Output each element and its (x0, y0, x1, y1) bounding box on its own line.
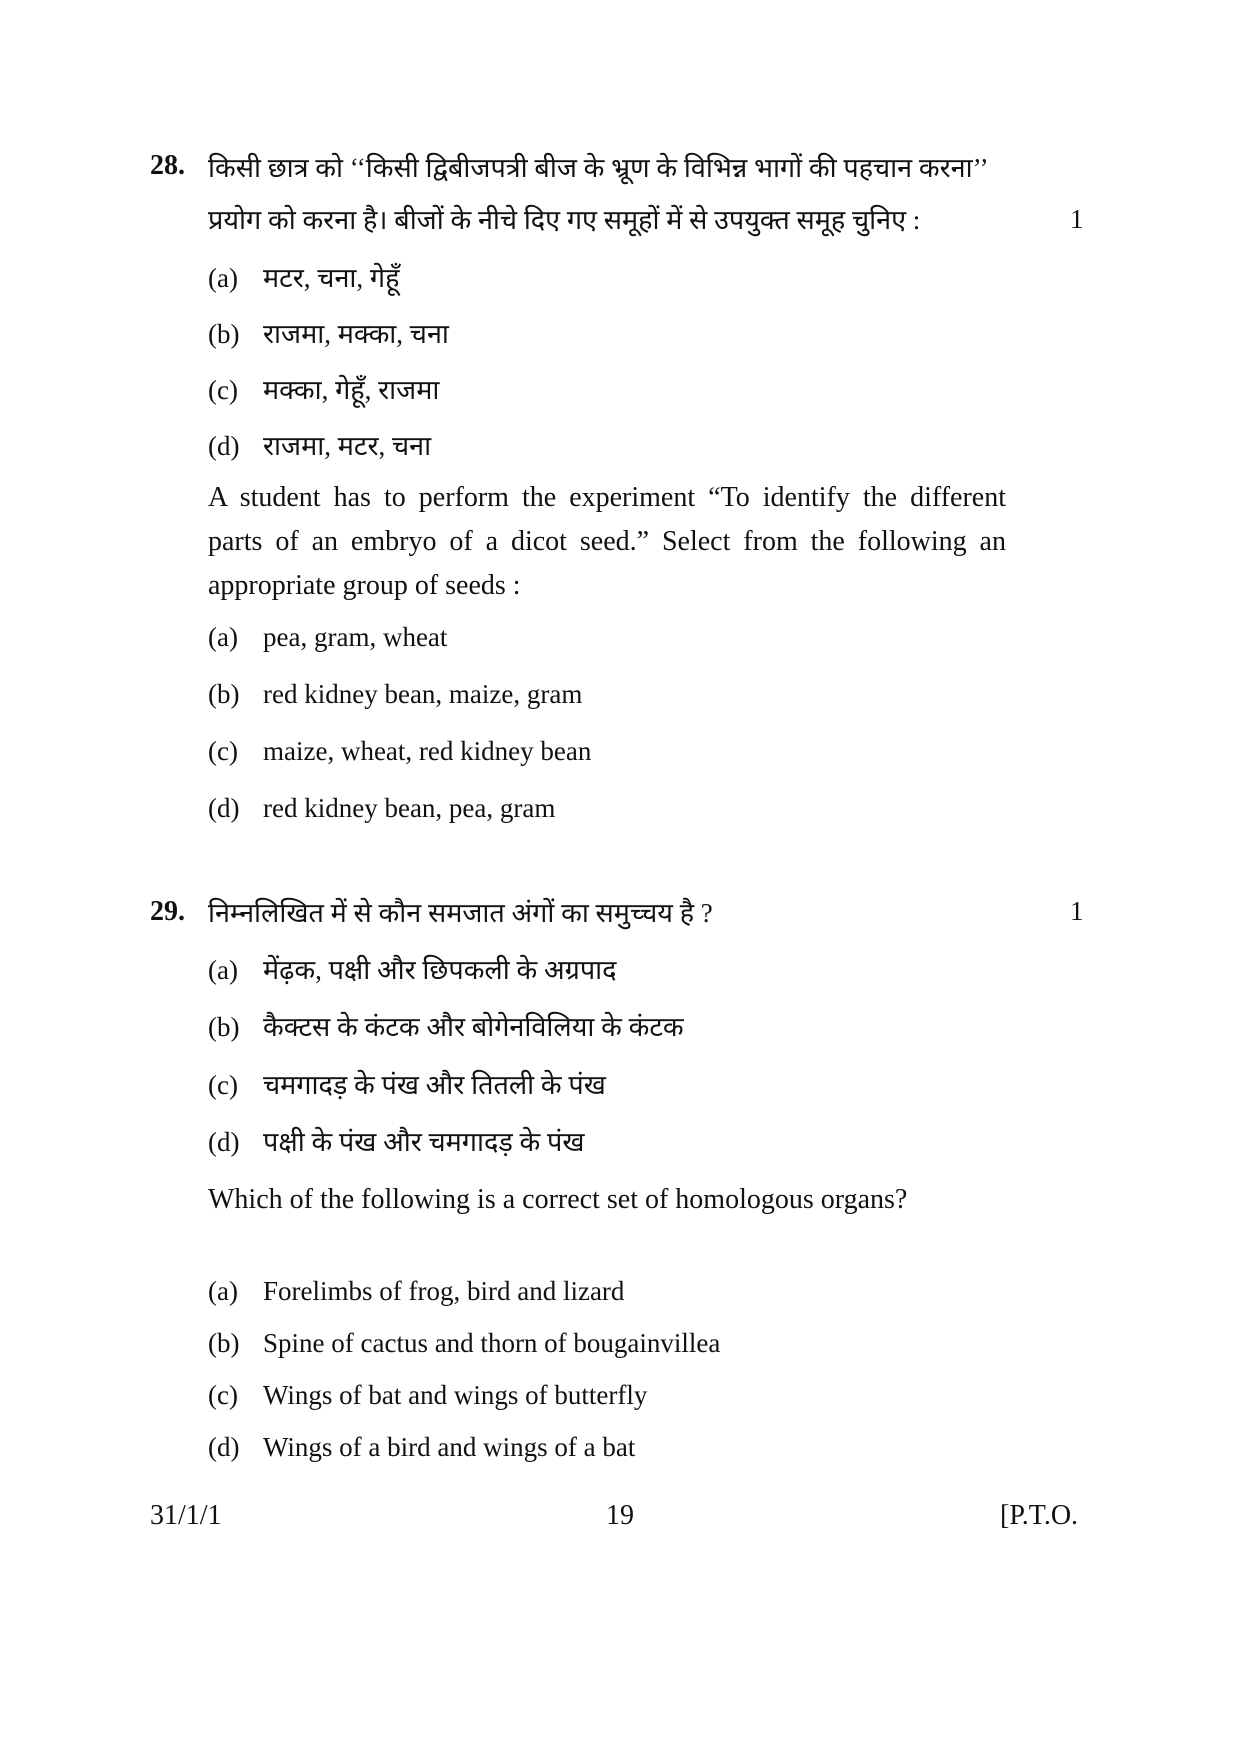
option-label: (d) (208, 431, 240, 461)
question-28-hindi-line2: प्रयोग को करना है। बीजों के नीचे दिए गए समूहों में से उपयुक्त समूह चुनिए : (208, 205, 921, 235)
q28-hindi-option-d (208, 426, 431, 463)
please-turn-over: [P.T.O. (1000, 1500, 1079, 1531)
option-text: राजमा, मक्का, चना (263, 319, 449, 349)
option-label: (d) (208, 1127, 240, 1157)
q28-hindi-option-a (208, 258, 399, 295)
option-text: pea, gram, wheat (263, 622, 448, 652)
question-29-english-text: Which of the following is a correct set of homologous organs? (208, 1184, 908, 1215)
q28-english-option-b (208, 679, 582, 710)
option-label: (c) (208, 1070, 238, 1100)
q29-hindi-option-b (208, 1007, 684, 1044)
q29-english-option-c (208, 1380, 647, 1411)
option-text: कैक्टस के कंटक और बोगेनविलिया के कंटक (263, 1012, 684, 1042)
option-text: Wings of bat and wings of butterfly (263, 1380, 648, 1410)
q28-english-option-c (208, 736, 591, 767)
q29-hindi-option-d (208, 1122, 584, 1159)
option-text: red kidney bean, maize, gram (263, 679, 583, 709)
option-text: red kidney bean, pea, gram (263, 793, 556, 823)
question-28-marks: 1 (1070, 204, 1084, 234)
option-label: (c) (208, 375, 238, 405)
paper-code: 31/1/1 (150, 1500, 222, 1531)
q28-english-option-d (208, 793, 555, 824)
option-label: (c) (208, 736, 238, 766)
q28-hindi-option-b (208, 314, 449, 351)
option-text: Spine of cactus and thorn of bougainvillea (263, 1328, 721, 1358)
option-label: (a) (208, 955, 238, 985)
question-29-marks: 1 (1070, 896, 1084, 926)
question-28-english-text: A student has to perform the experiment “To identify the different parts of an embryo of a dicot seed.” Select from the following an appropriate group of seeds : (208, 482, 1006, 601)
option-label: (a) (208, 263, 238, 293)
q28-english-option-a (208, 622, 447, 653)
option-text: maize, wheat, red kidney bean (263, 736, 592, 766)
question-29-number: 29. (150, 896, 185, 927)
option-text: मेंढ़क, पक्षी और छिपकली के अग्रपाद (263, 955, 617, 985)
option-text: चमगादड़ के पंख और तितली के पंख (263, 1070, 606, 1100)
q29-english-option-d (208, 1432, 635, 1463)
option-label: (d) (208, 793, 240, 823)
option-text: पक्षी के पंख और चमगादड़ के पंख (263, 1127, 585, 1157)
q29-hindi-option-a (208, 950, 616, 987)
option-label: (b) (208, 1012, 240, 1042)
option-label: (d) (208, 1432, 240, 1462)
option-text: मटर, चना, गेहूँ (263, 263, 400, 293)
question-28-hindi-line1: किसी छात्र को ‘‘किसी द्विबीजपत्री बीज के भ्रूण के विभिन्न भागों की पहचान करना’’ (208, 153, 989, 183)
q29-hindi-option-c (208, 1065, 606, 1102)
option-label: (b) (208, 319, 240, 349)
option-label: (a) (208, 1276, 238, 1306)
option-text: Wings of a bird and wings of a bat (263, 1432, 636, 1462)
option-label: (b) (208, 1328, 240, 1358)
option-text: मक्का, गेहूँ, राजमा (263, 375, 440, 405)
option-label: (c) (208, 1380, 238, 1410)
question-28-number: 28. (150, 150, 185, 181)
question-29-hindi-line1: निम्नलिखित में से कौन समजात अंगों का समुच्चय है ? (208, 898, 713, 928)
option-text: राजमा, मटर, चना (263, 431, 432, 461)
option-label: (b) (208, 679, 240, 709)
option-text: Forelimbs of frog, bird and lizard (263, 1276, 625, 1306)
q29-english-option-b (208, 1328, 720, 1359)
q28-hindi-option-c (208, 370, 439, 407)
q29-english-option-a (208, 1276, 624, 1307)
page-number: 19 (606, 1500, 634, 1531)
option-label: (a) (208, 622, 238, 652)
